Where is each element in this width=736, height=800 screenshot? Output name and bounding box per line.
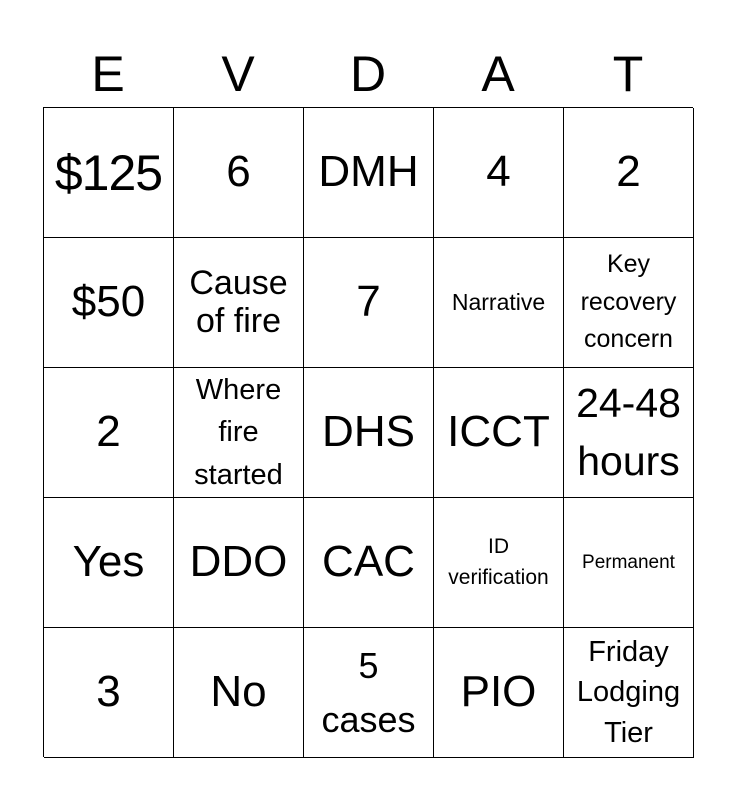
bingo-cell-r4c1[interactable] xyxy=(44,498,174,628)
bingo-cell-r3c1[interactable] xyxy=(44,368,174,498)
bingo-cell-r3c2[interactable] xyxy=(174,368,304,498)
bingo-cell-r4c3[interactable] xyxy=(304,498,434,628)
cell-text: DDO xyxy=(189,537,288,587)
cell-text: CAC xyxy=(322,537,415,587)
bingo-header xyxy=(43,42,693,106)
cell-text: 3 xyxy=(96,667,121,717)
cell-text: 6 xyxy=(226,147,251,197)
bingo-cell-r2c3[interactable] xyxy=(304,238,434,368)
cell-text: DHS xyxy=(322,407,415,457)
bingo-cell-r1c1[interactable] xyxy=(44,108,174,238)
cell-text: 4 xyxy=(486,147,511,197)
cell-text: Narrative xyxy=(451,288,546,315)
cell-text: 5 cases xyxy=(321,644,416,740)
bingo-cell-r3c4[interactable] xyxy=(434,368,564,498)
bingo-board xyxy=(43,107,693,757)
header-letter-5: T xyxy=(612,46,644,102)
cell-text: Key recovery concern xyxy=(580,250,677,354)
cell-text: ID verification xyxy=(448,535,549,589)
bingo-cell-r1c4[interactable] xyxy=(434,108,564,238)
cell-text: Yes xyxy=(72,537,145,587)
bingo-cell-r5c3[interactable] xyxy=(304,628,434,758)
bingo-cell-r5c2[interactable] xyxy=(174,628,304,758)
bingo-cell-r3c3[interactable] xyxy=(304,368,434,498)
bingo-cell-r1c5[interactable] xyxy=(564,108,694,238)
bingo-cell-r5c5[interactable] xyxy=(564,628,694,758)
bingo-cell-r2c1[interactable] xyxy=(44,238,174,368)
bingo-cell-r2c2[interactable] xyxy=(174,238,304,368)
cell-text: 7 xyxy=(356,277,381,327)
cell-text: ICCT xyxy=(447,407,550,457)
bingo-cell-r2c5[interactable] xyxy=(564,238,694,368)
cell-text: Friday Lodging Tier xyxy=(576,635,681,749)
cell-text: $50 xyxy=(71,277,146,327)
cell-text: $125 xyxy=(54,144,163,201)
bingo-cell-r4c5[interactable] xyxy=(564,498,694,628)
bingo-cell-r1c3[interactable] xyxy=(304,108,434,238)
bingo-cell-r1c2[interactable] xyxy=(174,108,304,238)
cell-text: Where fire started xyxy=(194,374,283,491)
cell-text: 24-48 hours xyxy=(576,380,681,484)
cell-text: No xyxy=(210,667,267,717)
bingo-cell-r4c2[interactable] xyxy=(174,498,304,628)
cell-text: 2 xyxy=(616,147,641,197)
header-letter-3: D xyxy=(349,46,387,102)
header-letter-2: V xyxy=(221,46,255,102)
bingo-cell-r4c4[interactable] xyxy=(434,498,564,628)
cell-text: Cause of fire xyxy=(189,264,288,340)
cell-text: PIO xyxy=(460,667,537,717)
bingo-cell-r2c4[interactable] xyxy=(434,238,564,368)
cell-text: 2 xyxy=(96,407,121,457)
bingo-cell-r5c1[interactable] xyxy=(44,628,174,758)
bingo-cell-r3c5[interactable] xyxy=(564,368,694,498)
cell-text: Permanent xyxy=(582,552,675,573)
bingo-cell-r5c4[interactable] xyxy=(434,628,564,758)
header-letter-1: E xyxy=(91,46,125,102)
cell-text: DMH xyxy=(318,147,419,197)
header-letter-4: A xyxy=(481,46,515,102)
